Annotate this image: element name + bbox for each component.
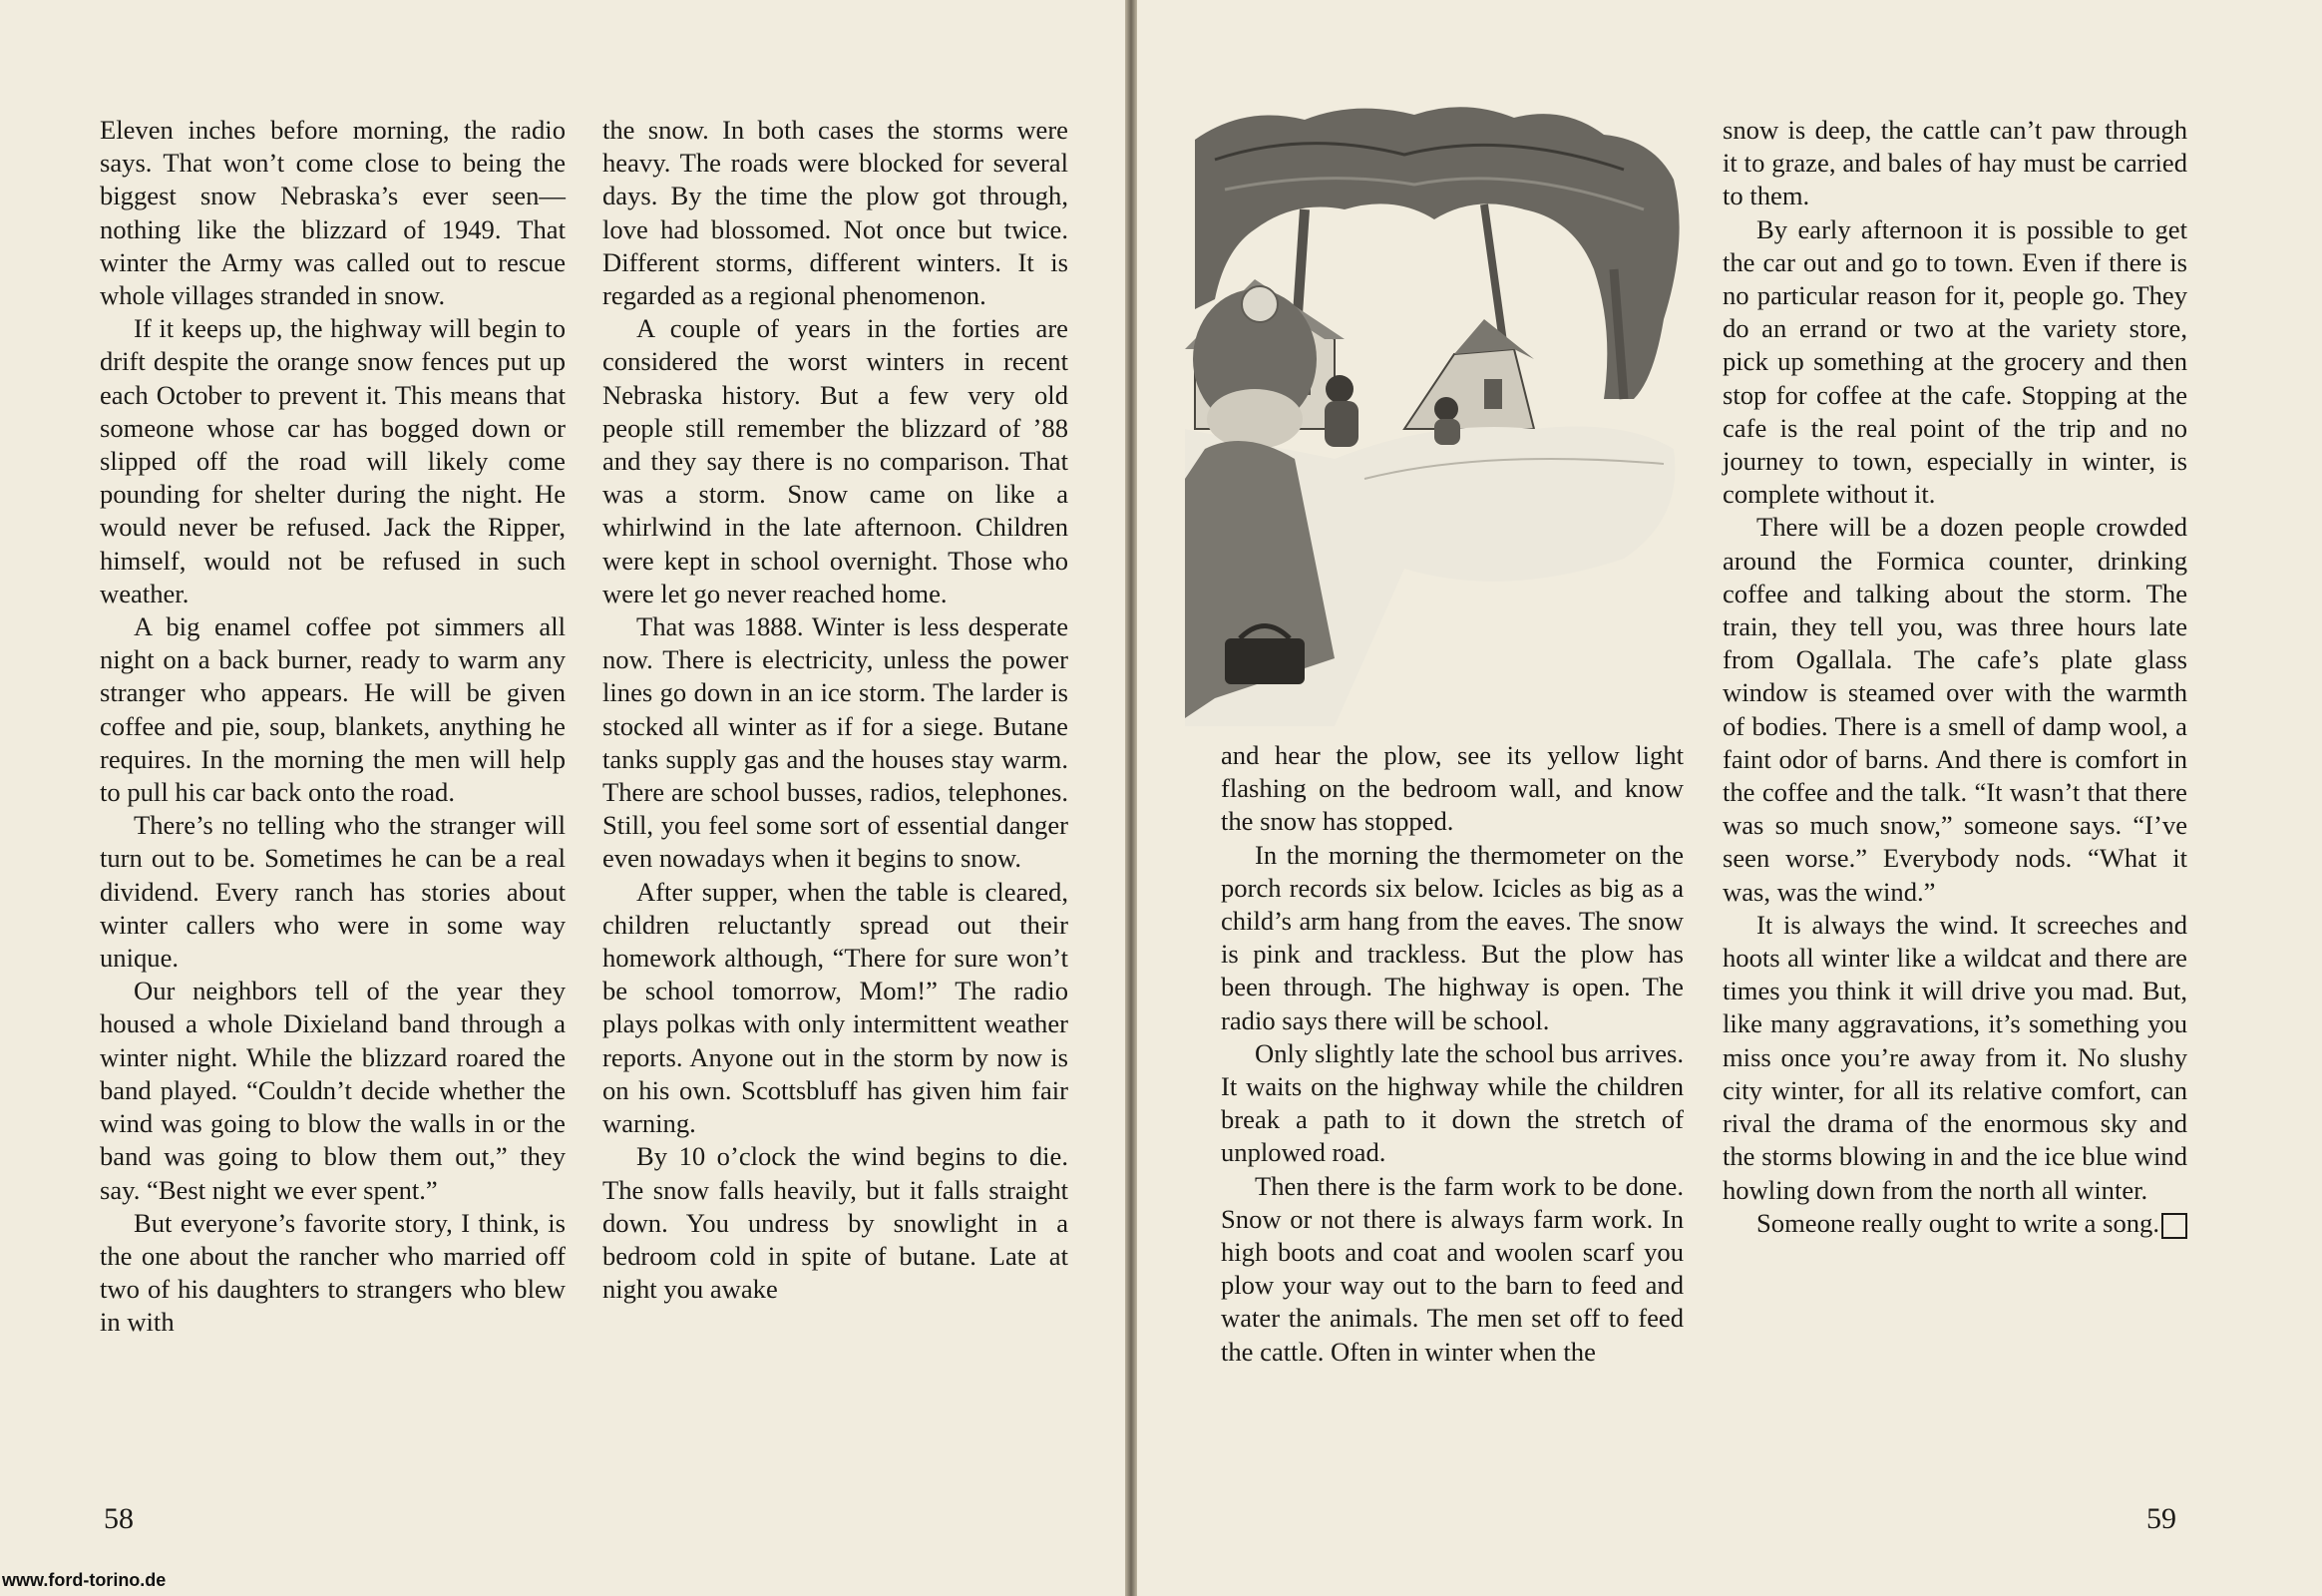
end-of-article-mark [2161, 1213, 2187, 1239]
paragraph: After supper, when the table is cleared, children reluctantly spread out their homework although, “There for sure won’t be school tomorrow, Mom!” The radio plays polkas with only intermittent weather reports. Anyone out in the storm by now is on his own. Scottsbluff has given him fair warning. [602, 876, 1068, 1139]
page-number-left: 58 [104, 1502, 134, 1535]
paragraph: That was 1888. Winter is less desperate now. There is electricity, unless the power lines go down in an ice storm. The larder is stocked all winter as if for a siege. Butane tanks supply gas and the houses stay warm. There are school busses, radios, telephones. Still, you feel some sort of essential danger even nowadays when it begins to snow. [602, 611, 1068, 874]
paragraph: Only slightly late the school bus arrives. It waits on the highway while the children break a path to it down the stretch of unplowed road. [1221, 1037, 1684, 1168]
paragraph: There’s no telling who the stranger will turn out to be. Sometimes he can be a real dividend. Every ranch has stories about winter callers who were in some way unique. [100, 810, 566, 974]
paragraph: By early afternoon it is possible to get the car out and go to town. Even if there is no particular reason for it, people go. They do an errand or two at the variety store, pick up something at the grocery and then stop for coffee at the cafe. Stopping at the cafe is the real point of the trip and no journey to town, especially in winter, is complete without it. [1723, 213, 2187, 510]
left-page-column-2 [602, 114, 1068, 1306]
paragraph: It is always the wind. It screeches and hoots all winter like a wildcat and there are times you think it will drive you mad. But, like many aggravations, it’s something you miss once you’re away from it. No slushy city winter, for all its relative comfort, can rival the drama of the enormous sky and the storms blowing in and the ice blue wind howling down from the north all winter. [1723, 909, 2187, 1205]
paragraph: But everyone’s favorite story, I think, is the one about the rancher who married off two of his daughters to strangers who blew in with [100, 1207, 566, 1338]
paragraph: A big enamel coffee pot simmers all night on a back burner, ready to warm any stranger who appears. He will be given coffee and pie, soup, blankets, anything he requires. In the morning the men will help to pull his car back onto the road. [100, 611, 566, 808]
paragraph: Eleven inches before morning, the radio says. That won’t come close to being the biggest snow Nebraska’s ever seen—nothing like the blizzard of 1949. That winter the Army was called out to rescue whole villages stranded in snow. [100, 115, 566, 311]
paragraph: By 10 o’clock the wind begins to die. The snow falls heavily, but it falls straight down. You undress by snowlight in a bedroom cold in spite of butane. Late at night you awake [602, 1141, 1068, 1305]
watermark: www.ford-torino.de [2, 1570, 167, 1590]
right-page-column-2 [1723, 114, 2187, 1240]
closing-line: Someone really ought to write a song. [1756, 1207, 2159, 1238]
paragraph: A couple of years in the forties are considered the worst winters in recent Nebraska history. But a few very old people still remember the blizzard of ’88 and they say there is no comparison. That was a storm. Snow came on like a whirlwind in the late afternoon. Children were kept in school overnight. Those who were let go never reached home. [602, 313, 1068, 608]
paragraph: Then there is the farm work to be done. Snow or not there is always farm work. In high boots and coat and woolen scarf you plow your way out to the barn to feed and water the animals. The men set off to feed the cattle. Often in winter when the [1221, 1170, 1684, 1367]
winter-farm-illustration [1185, 100, 1696, 726]
left-page-column-1 [100, 114, 566, 1340]
right-page-column-1 [1221, 739, 1684, 1369]
book-gutter [1125, 0, 1137, 1596]
paragraph: the snow. In both cases the storms were heavy. The roads were blocked for several days. By the time the plow got through, love had blossomed. Not once but twice. Different storms, different winters. It is regarded as a regional phenomenon. [602, 115, 1068, 311]
paragraph: snow is deep, the cattle can’t paw through it to graze, and bales of hay must be carried to them. [1723, 115, 2187, 211]
page-number-right: 59 [2146, 1502, 2176, 1535]
paragraph: and hear the plow, see its yellow light flashing on the bedroom wall, and know the snow has stopped. [1221, 740, 1684, 837]
paragraph: There will be a dozen people crowded around the Formica counter, drinking coffee and talking about the storm. The train, they tell you, was three hours late from Ogallala. The cafe’s plate glass window is steamed over with the warmth of bodies. There is a smell of damp wool, a faint odor of barns. And there is comfort in the coffee and the talk. “It wasn’t that there was so much snow,” someone says. “I’ve seen worse.” Everybody nods. “What it was, was the wind.” [1723, 512, 2187, 907]
paragraph-last [1723, 1207, 2187, 1240]
paragraph: Our neighbors tell of the year they housed a whole Dixieland band through a winter night. While the blizzard roared the band played. “Couldn’t decide whether the wind was going to blow the walls in or the band was going to blow them out,” they say. “Best night we ever spent.” [100, 976, 566, 1205]
paragraph: In the morning the thermometer on the porch records six below. Icicles as big as a child’s arm hang from the eaves. The snow is pink and trackless. But the plow has been through. The highway is open. The radio says there will be school. [1221, 839, 1684, 1035]
left-page [0, 0, 1125, 1596]
paragraph: If it keeps up, the highway will begin to drift despite the orange snow fences put up each October to prevent it. This means that someone whose car has bogged down or slipped off the road will likely come pounding for shelter during the night. He would never be refused. Jack the Ripper, himself, would not be refused in such weather. [100, 313, 566, 608]
